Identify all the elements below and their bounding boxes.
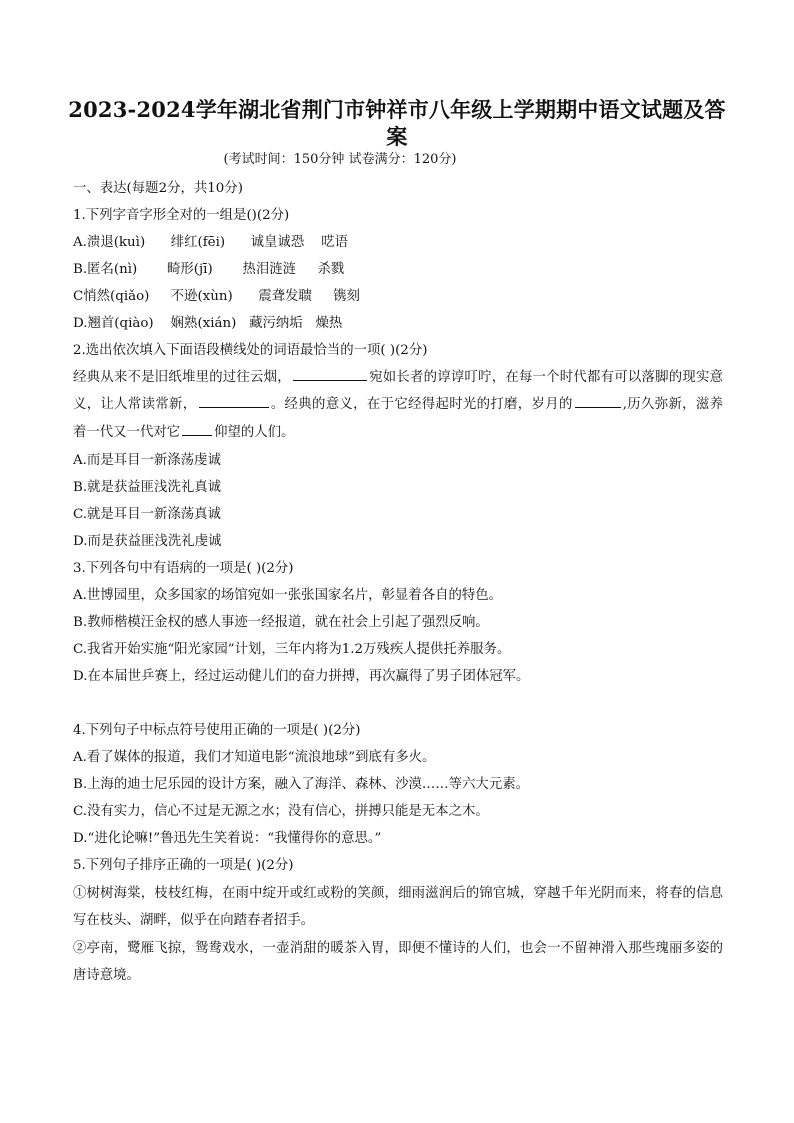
question-3-option-b: B.教师楷模汪金权的感人事迹一经报道，就在社会上引起了强烈反响。: [73, 615, 489, 630]
question-1-option-a: A.溃退(kuì) 绯红(fēi) 诚皇诚恐 呓语: [73, 235, 349, 250]
question-5-item-1: ①树树海棠，枝枝红梅，在雨中绽开或红或粉的笑颜，细雨滋润后的锦官城，穿越千年光阴而来，将春的信息写在枝头、湖畔，似乎在向踏春者招手。: [73, 886, 723, 929]
question-2-option-a: A.而是耳目一新涤荡虔诚: [73, 453, 221, 468]
passage-part: 经典从来不是旧纸堆里的过往云烟，: [73, 370, 291, 385]
question-2-stem: 2.选出依次填入下面语段横线处的词语最恰当的一项( )(2分): [73, 343, 428, 358]
question-1-option-b: B.匿名(nì) 畸形(jī) 热泪涟涟 杀戮: [73, 262, 345, 277]
passage-part: 。经典的意义，在于它经得起时光的打磨，岁月的: [270, 397, 573, 413]
fill-blank: [182, 421, 212, 436]
question-5-item-2: ②亭南，鹭雁飞掠，鸳鸯戏水，一壶消甜的暖茶入胃，即便不懂诗的人们，也会一不留神滑入那些瑰丽多姿的唐诗意境。: [73, 941, 723, 984]
fill-blank: [293, 366, 367, 381]
question-5-stem: 5.下列句子排序正确的一项是( )(2分): [73, 858, 294, 873]
question-2-option-b: B.就是获益匪浅洗礼真诚: [73, 480, 222, 495]
question-4-option-d: D.“进化论嘛!”鲁迅先生笑着说：“我懂得你的意思。”: [73, 831, 382, 846]
passage-part: 宛如长者的谆谆叮咛，在每一个时代都有可以落脚的现实意义，让人常读常新，: [73, 370, 723, 413]
document-title: 2023-2024学年湖北省荆门市钟祥市八年级上学期期中语文试题及答案: [68, 97, 726, 149]
passage-part: ,历久弥新，滋养着一代又一代对它: [73, 397, 724, 440]
question-3-option-d: D.在本届世乒赛上，经过运动健儿们的奋力拼搏，再次赢得了男子团体冠军。: [73, 669, 530, 684]
question-4-option-a: A.看了媒体的报道，我们才知道电影“流浪地球”到底有多火。: [73, 750, 436, 765]
question-3-option-c: C.我省开始实施“阳光家园”计划，三年内将为1.2万残疾人提供托养服务。: [73, 642, 511, 657]
question-2-option-d: D.而是获益匪浅洗礼虔诚: [73, 534, 222, 549]
question-4-option-b: B.上海的迪士尼乐园的设计方案，融入了海洋、森林、沙漠……等六大元素。: [73, 777, 529, 792]
question-1-option-c: C悄然(qiǎo) 不逊(xùn) 震聋发聩 镌刻: [73, 289, 360, 304]
fill-blank: [575, 393, 621, 408]
question-1-option-d: D.翘首(qiào) 娴熟(xián) 藏污纳垢 燥热: [73, 316, 343, 331]
section-heading: 一、表达(每题2分，共10分): [73, 181, 243, 196]
question-2-option-c: C.就是耳目一新涤荡真诚: [73, 507, 221, 522]
question-4-stem: 4.下列句子中标点符号使用正确的一项是( )(2分): [73, 723, 361, 738]
question-2-passage: [73, 364, 723, 446]
passage-part: 仰望的人们。: [214, 424, 295, 440]
exam-info: (考试时间：150分钟 试卷满分：120分): [223, 152, 457, 167]
fill-blank: [199, 393, 269, 408]
question-4-option-c: C.没有实力，信心不过是无源之水；没有信心，拼搏只能是无本之木。: [73, 804, 489, 819]
question-3-option-a: A.世博园里，众多国家的场馆宛如一张张国家名片，彰显着各自的特色。: [73, 588, 503, 603]
question-1-stem: 1.下列字音字形全对的一组是()(2分): [73, 208, 290, 223]
question-3-stem: 3.下列各句中有语病的一项是( )(2分): [73, 561, 294, 576]
